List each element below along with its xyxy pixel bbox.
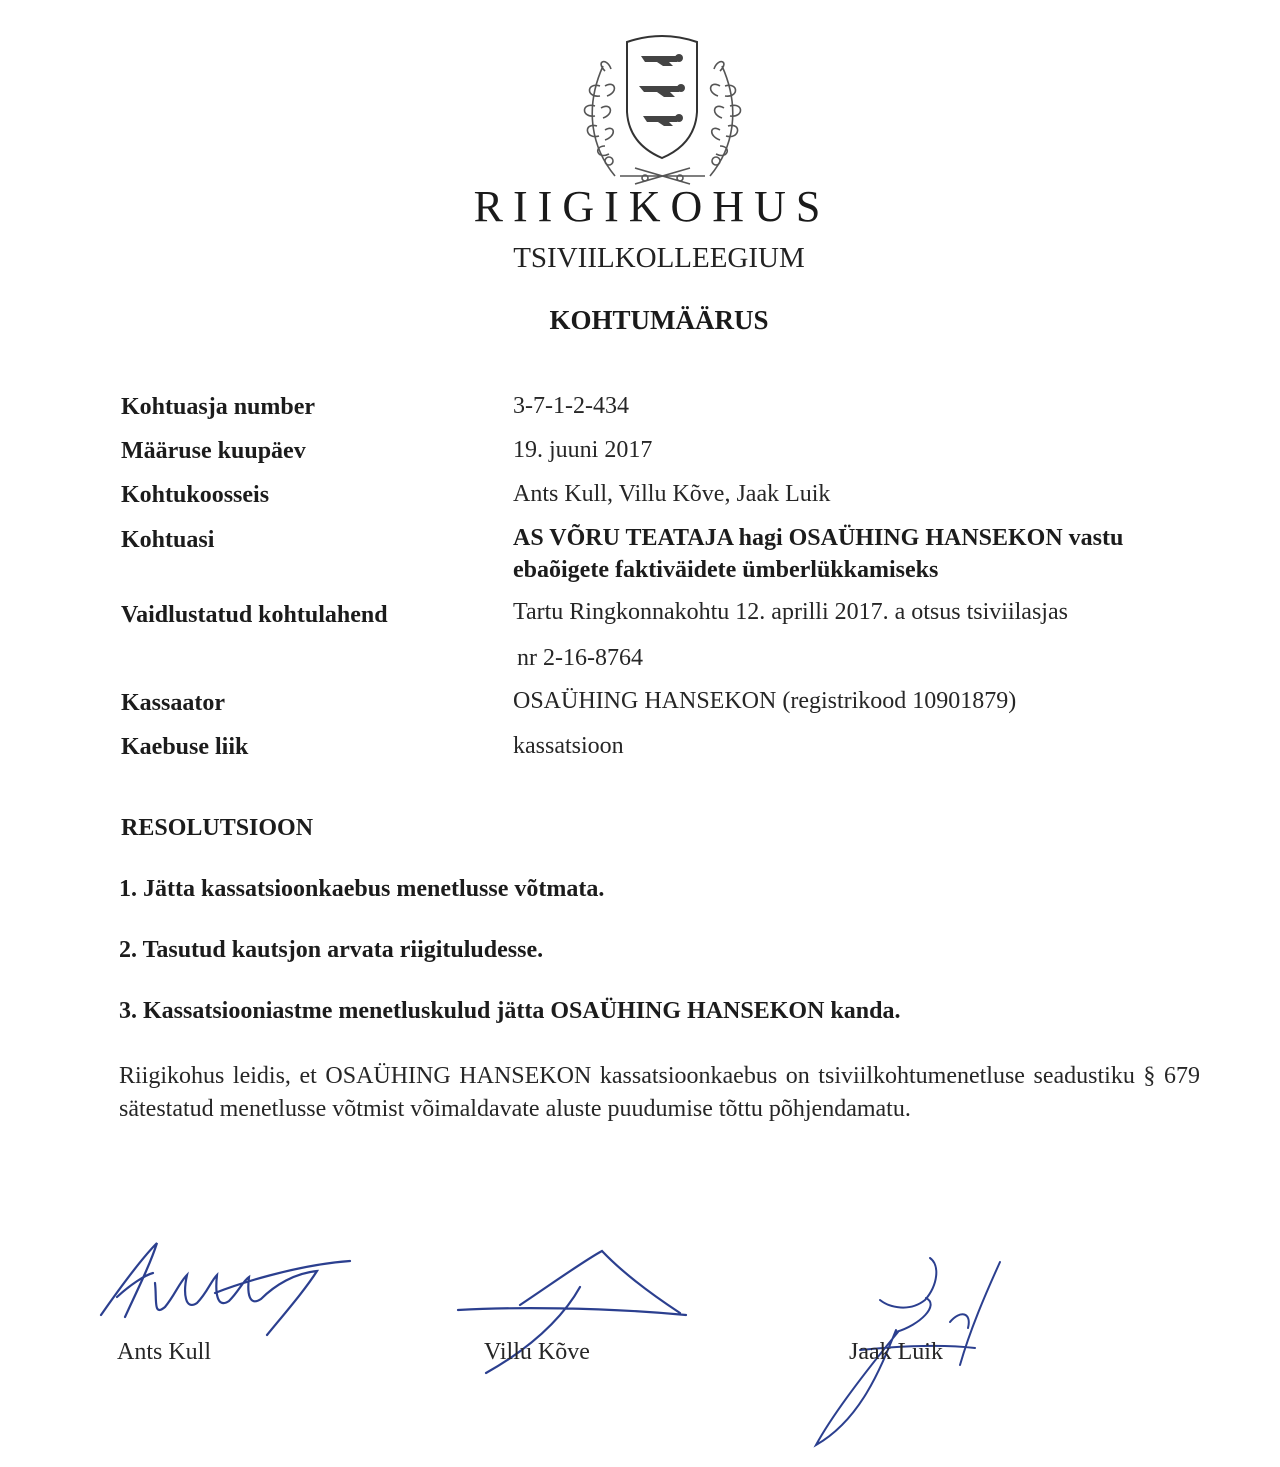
contested-decision-value-line2: nr 2-16-8764 bbox=[517, 645, 643, 671]
appeal-type-value: kassatsioon bbox=[513, 733, 624, 759]
signer-name-ants-kull: Ants Kull bbox=[117, 1339, 212, 1365]
signer-name-jaak-luik: Jaak Luik bbox=[849, 1339, 943, 1365]
contested-decision-value-line1: Tartu Ringkonnakohtu 12. aprilli 2017. a otsus tsiviilasjas bbox=[513, 599, 1068, 625]
resolution-item: 1. Jätta kassatsioonkaebus menetlusse võtmata. bbox=[119, 876, 605, 902]
ruling-date-label: Määruse kuupäev bbox=[121, 438, 306, 464]
signature-ants-kull bbox=[95, 1235, 365, 1345]
ruling-date-value: 19. juuni 2017 bbox=[513, 437, 653, 463]
appellant-label: Kassaator bbox=[121, 690, 225, 716]
case-number-label: Kohtuasja number bbox=[121, 394, 316, 420]
case-number-value: 3-7-1-2-434 bbox=[513, 393, 629, 419]
resolution-item: 3. Kassatsiooniastme menetluskulud jätta OSAÜHING HANSEKON kanda. bbox=[119, 998, 901, 1024]
college-name: TSIVIILKOLLEEGIUM bbox=[513, 242, 805, 274]
panel-value: Ants Kull, Villu Kõve, Jaak Luik bbox=[513, 481, 831, 507]
document-type: KOHTUMÄÄRUS bbox=[549, 305, 769, 335]
appellant-value: OSAÜHING HANSEKON (registrikood 10901879) bbox=[513, 688, 1017, 714]
case-subject-value-line2: ebaõigete faktiväidete ümberlükkamiseks bbox=[513, 557, 939, 583]
court-name: RIIGIKOHUS bbox=[473, 182, 831, 231]
estonian-coat-of-arms-icon bbox=[575, 26, 750, 196]
signer-name-villu-kove: Villu Kõve bbox=[484, 1339, 590, 1365]
case-subject-value-line1: AS VÕRU TEATAJA hagi OSAÜHING HANSEKON vastu bbox=[513, 525, 1124, 551]
appeal-type-label: Kaebuse liik bbox=[121, 734, 249, 760]
panel-label: Kohtukoosseis bbox=[121, 482, 270, 508]
resolution-item: 2. Tasutud kautsjon arvata riigituludesse. bbox=[119, 937, 544, 963]
contested-decision-label: Vaidlustatud kohtulahend bbox=[121, 602, 388, 628]
case-subject-label: Kohtuasi bbox=[121, 527, 215, 553]
summary-paragraph: Riigikohus leidis, et OSAÜHING HANSEKON kassatsioonkaebus on tsiviilkohtumenetluse seadustiku § 679 sätestatud menetlusse võtmist võimaldavate aluste puudumise tõttu põhjendamatu. bbox=[119, 1063, 1200, 1122]
resolution-heading: RESOLUTSIOON bbox=[121, 815, 314, 841]
